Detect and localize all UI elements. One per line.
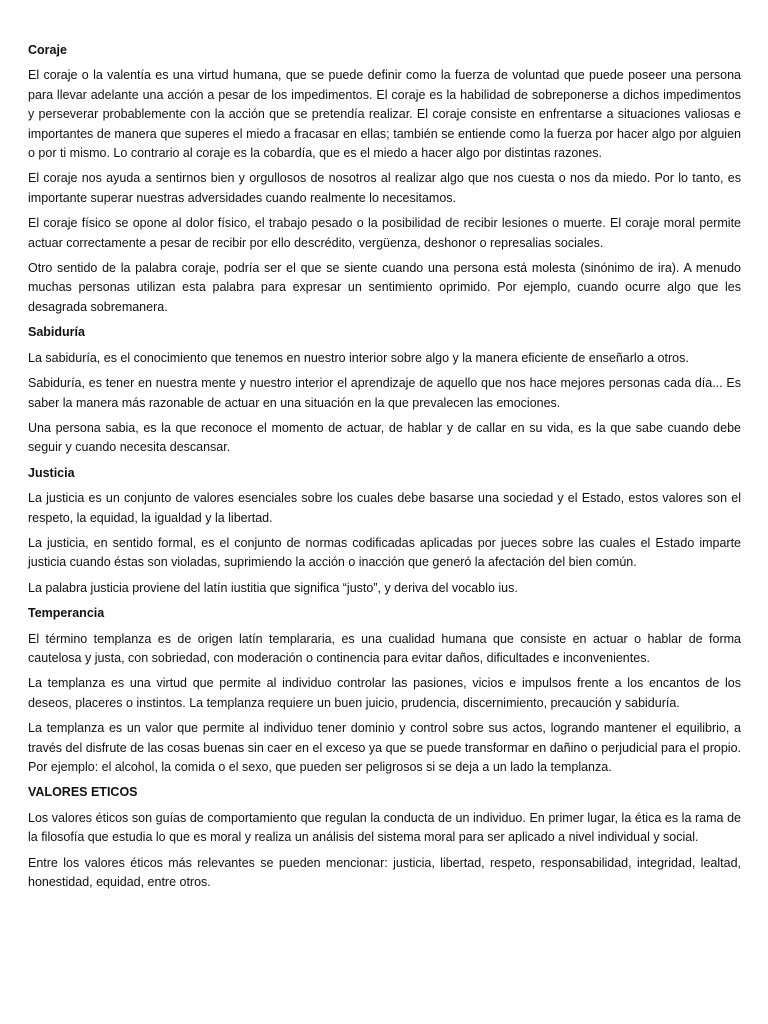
paragraph: La justicia es un conjunto de valores esenciales sobre los cuales debe basarse una sociedad y el Estado, estos valores son el respeto, la equidad, la igualdad y la libertad. bbox=[28, 491, 741, 525]
paragraph: Entre los valores éticos más relevantes se pueden mencionar: justicia, libertad, respeto, responsabilidad, integridad, lealtad, honestidad, equidad, entre otros. bbox=[28, 855, 741, 890]
section-justicia bbox=[28, 464, 741, 598]
paragraph: El término templanza es de origen latín templararia, es una cualidad humana que consiste en actuar o hablar de forma cautelosa y justa, con sobriedad, con moderación o continencia para evitar daños, dificultades e inconvenientes. bbox=[28, 631, 741, 665]
section-heading: Temperancia bbox=[28, 606, 105, 621]
paragraph: Los valores éticos son guías de comportamiento que regulan la conducta de un individuo. En primer lugar, la ética es la rama de la filosofía que estudia lo que es moral y realiza un análisis del sistema moral para ser aplicado a nivel individual y social. bbox=[28, 810, 741, 845]
document-page bbox=[28, 41, 741, 898]
paragraph: El coraje físico se opone al dolor físico, el trabajo pesado o la posibilidad de recibir lesiones o muerte. El coraje moral permite actuar correctamente a pesar de recibir por ello descrédito, vergüenza, deshonor o represalias sociales. bbox=[28, 216, 741, 250]
section-heading: Sabiduría bbox=[28, 325, 85, 340]
section-coraje bbox=[28, 41, 741, 317]
paragraph: La justicia, en sentido formal, es el conjunto de normas codificadas aplicadas por jueces sobre las cuales el Estado imparte justicia cuando éstas son violadas, suprimiendo la acción o inacción que generó la afectación del bien común. bbox=[28, 535, 741, 570]
paragraph: Sabiduría, es tener en nuestra mente y nuestro interior el aprendizaje de aquello que nos hace mejores personas cada día... Es saber la manera más razonable de actuar en una situación en la que prevalecen las emociones. bbox=[28, 376, 741, 410]
paragraph: La templanza es un valor que permite al individuo tener dominio y control sobre sus actos, logrando mantener el equilibrio, a través del disfrute de las cosas buenas sin caer en el exceso ya que se puede transformar en dañino o perjudicial para el propio. Por ejemplo: el alcohol, la comida o el sexo, que pueden ser peligrosos si se deja a un lado la templanza. bbox=[28, 721, 741, 774]
paragraph: La templanza es una virtud que permite al individuo controlar las pasiones, vicios e impulsos frente a los encantos de los deseos, placeres o instintos. La templanza requiere un buen juicio, prudencia, discernimiento, precaución y sabiduría. bbox=[28, 676, 741, 710]
section-temperancia bbox=[28, 604, 741, 777]
section-heading: Coraje bbox=[28, 43, 67, 57]
paragraph: El coraje o la valentía es una virtud humana, que se puede definir como la fuerza de voluntad que puede poseer una persona para llevar adelante una acción a pesar de los impedimentos. El coraje es la habilidad de sobreponerse a dichos impedimentos y perseverar probablemente con la acción que se pretendía realizar. El coraje consiste en enfrentarse a situaciones valiosas e importantes de manera que superes el miedo a fracasar en ellas; también se entiende como la fuerza por hacer algo por alguien o por ti mismo. Lo contrario al coraje es la cobardía, que es el miedo a hacer algo por distintas razones. bbox=[28, 68, 741, 161]
section-sabiduria bbox=[28, 323, 741, 457]
paragraph: La palabra justicia proviene del latín iustitia que significa “justo”, y deriva del vocablo ius. bbox=[28, 580, 518, 595]
paragraph: La sabiduría, es el conocimiento que tenemos en nuestro interior sobre algo y la manera eficiente de enseñarlo a otros. bbox=[28, 350, 689, 365]
paragraph: Otro sentido de la palabra coraje, podría ser el que se siente cuando una persona está molesta (sinónimo de ira). A menudo muchas personas utilizan esta palabra para expresar un sentimiento oprimido. Por ejemplo, cuando ocurre algo que les desagrada sobremanera. bbox=[28, 261, 741, 314]
section-heading: Justicia bbox=[28, 465, 75, 480]
paragraph: El coraje nos ayuda a sentirnos bien y orgullosos de nosotros al realizar algo que nos cuesta o nos da miedo. Por lo tanto, es importante superar nuestras adversidades cuando realmente lo necesitamos. bbox=[28, 171, 741, 205]
paragraph: Una persona sabia, es la que reconoce el momento de actuar, de hablar y de callar en su vida, es la que sabe cuando debe seguir y cuando necesita descansar. bbox=[28, 420, 741, 455]
section-heading: VALORES ETICOS bbox=[28, 785, 138, 800]
section-valores-eticos bbox=[28, 783, 741, 892]
